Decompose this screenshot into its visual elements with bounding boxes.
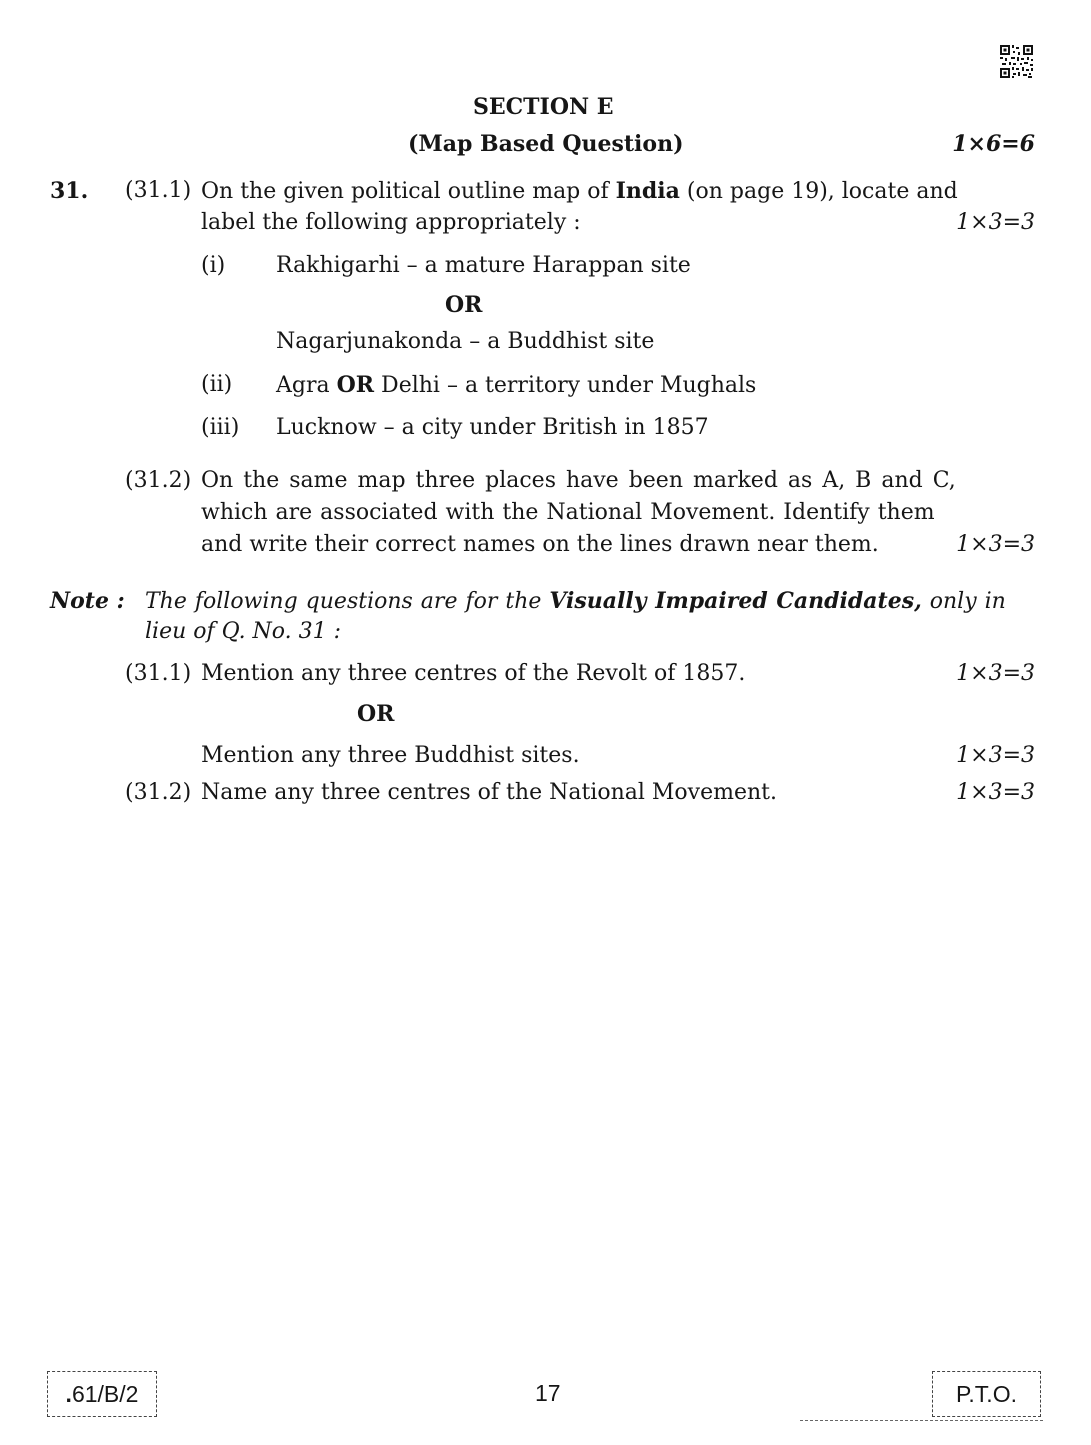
note-line2: lieu of Q. No. 31 : [145,619,342,644]
item-text: Agra OR Delhi – a territory under Mughals [276,372,757,398]
vi-question-marks: 1×3=3 [956,780,1035,805]
paper-code-dot: . [65,1380,72,1407]
paper-code: 61/B/2 [71,1380,139,1407]
vi-question-text: Mention any three Buddhist sites. [201,743,580,768]
section-marks: 1×6=6 [952,131,1035,157]
part-label: (31.1) [125,178,192,203]
question-number: 31. [50,178,89,204]
vi-question-text: Name any three centres of the National Movement. [201,780,777,805]
page-number: 17 [535,1380,561,1406]
part2-line3: and write their correct names on the lines drawn near them. [201,532,879,557]
item-text: Nagarjunakonda – a Buddhist site [276,329,655,354]
vi-question-marks: 1×3=3 [956,661,1035,686]
part2-line1: On the same map three places have been marked as A, B and C, [201,468,956,493]
pto-box [932,1371,1041,1417]
part2-marks: 1×3=3 [956,532,1035,557]
note-label: Note : [50,588,125,614]
item-number: (i) [201,253,226,278]
item-text: Lucknow – a city under British in 1857 [276,415,709,440]
qr-code-icon [999,44,1034,79]
part-label: (31.1) [125,661,192,686]
part2-line2: which are associated with the National Movement. Identify them [201,500,935,525]
or-separator: OR [445,292,483,318]
footer-divider [800,1420,1043,1421]
paper-code-box [47,1371,157,1417]
vi-question-text: Mention any three centres of the Revolt of 1857. [201,661,746,686]
item-number: (ii) [201,372,233,397]
pto-text: P.T.O. [956,1380,1017,1407]
or-separator: OR [357,701,395,727]
part-label: (31.2) [125,468,192,493]
item-text: Rakhigarhi – a mature Harappan site [276,253,691,278]
part1-marks: 1×3=3 [956,210,1035,235]
vi-question-marks: 1×3=3 [956,743,1035,768]
section-subtitle: (Map Based Question) [408,131,684,157]
section-title: SECTION E [473,94,614,120]
part1-line1: On the given political outline map of India (on page 19), locate and [201,178,958,204]
part-label: (31.2) [125,780,192,805]
item-number: (iii) [201,415,240,440]
note-line1: The following questions are for the Visually Impaired Candidates, only in [145,588,1006,614]
part1-line2: label the following appropriately : [201,210,581,235]
